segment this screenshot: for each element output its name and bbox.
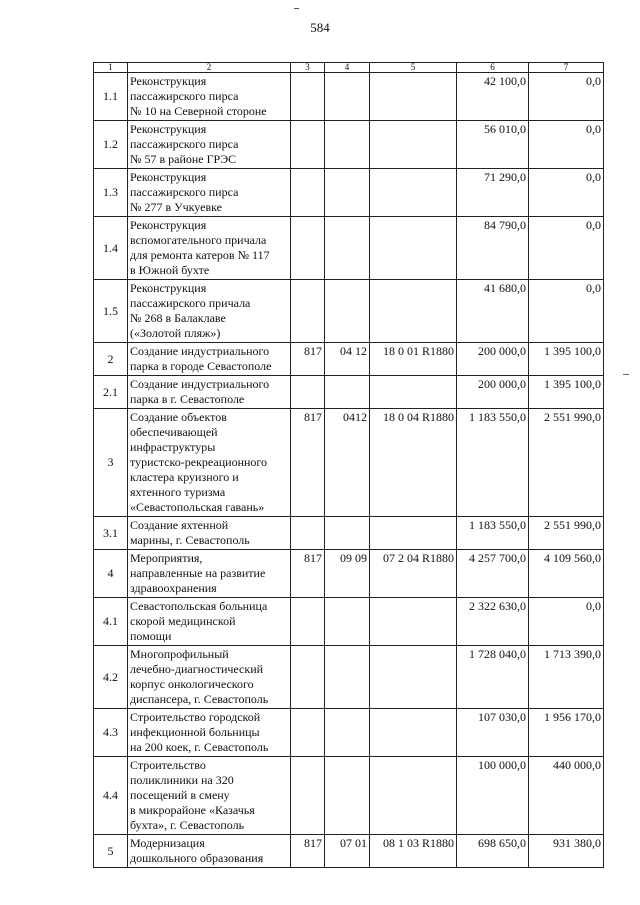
amount-cell: 1 183 550,0 <box>457 517 529 550</box>
item-name-cell: Мероприятия, направленные на развитие здравоохранения <box>128 550 291 598</box>
target-code-cell <box>370 517 457 550</box>
amount-cell: 0,0 <box>529 280 604 343</box>
code-cell <box>291 169 325 217</box>
table-row <box>94 73 604 121</box>
table-row <box>94 646 604 709</box>
target-code-cell <box>370 376 457 409</box>
table-row <box>94 517 604 550</box>
table-row <box>94 217 604 280</box>
table-row <box>94 280 604 343</box>
section-cell: 09 09 <box>325 550 370 598</box>
code-cell: 817 <box>291 550 325 598</box>
row-number-cell: 1.2 <box>94 121 128 169</box>
column-number: 2 <box>128 63 291 73</box>
margin-mark <box>623 374 629 375</box>
target-code-cell: 08 1 03 R1880 <box>370 835 457 868</box>
amount-cell: 1 956 170,0 <box>529 709 604 757</box>
amount-cell: 1 395 100,0 <box>529 376 604 409</box>
row-number-cell: 3.1 <box>94 517 128 550</box>
amount-cell: 1 713 390,0 <box>529 646 604 709</box>
table-row <box>94 835 604 868</box>
target-code-cell <box>370 217 457 280</box>
code-cell <box>291 217 325 280</box>
item-name-cell: Создание индустриального парка в г. Севастополе <box>128 376 291 409</box>
table-row <box>94 757 604 835</box>
amount-cell: 2 322 630,0 <box>457 598 529 646</box>
amount-cell: 42 100,0 <box>457 73 529 121</box>
item-name-cell: Реконструкция пассажирского пирса № 57 в районе ГРЭС <box>128 121 291 169</box>
row-number-cell: 1.4 <box>94 217 128 280</box>
section-cell <box>325 646 370 709</box>
target-code-cell <box>370 121 457 169</box>
amount-cell: 2 551 990,0 <box>529 409 604 517</box>
target-code-cell <box>370 73 457 121</box>
section-cell <box>325 121 370 169</box>
amount-cell: 1 183 550,0 <box>457 409 529 517</box>
section-cell <box>325 709 370 757</box>
item-name-cell: Севастопольская больница скорой медицинской помощи <box>128 598 291 646</box>
amount-cell: 0,0 <box>529 598 604 646</box>
code-cell: 817 <box>291 343 325 376</box>
section-cell <box>325 757 370 835</box>
column-number-row <box>94 63 604 73</box>
item-name-cell: Строительство городской инфекционной больницы на 200 коек, г. Севастополь <box>128 709 291 757</box>
column-number: 1 <box>94 63 128 73</box>
code-cell <box>291 73 325 121</box>
column-number: 5 <box>370 63 457 73</box>
code-cell <box>291 598 325 646</box>
section-cell <box>325 73 370 121</box>
code-cell <box>291 757 325 835</box>
amount-cell: 1 728 040,0 <box>457 646 529 709</box>
item-name-cell: Строительство поликлиники на 320 посещений в смену в микрорайоне «Казачья бухта», г. Севастополь <box>128 757 291 835</box>
row-number-cell: 3 <box>94 409 128 517</box>
target-code-cell: 18 0 04 R1880 <box>370 409 457 517</box>
item-name-cell: Модернизация дошкольного образования <box>128 835 291 868</box>
scan-mark <box>294 8 299 9</box>
target-code-cell <box>370 598 457 646</box>
table-row <box>94 550 604 598</box>
target-code-cell: 18 0 01 R1880 <box>370 343 457 376</box>
code-cell <box>291 517 325 550</box>
table-row <box>94 598 604 646</box>
amount-cell: 698 650,0 <box>457 835 529 868</box>
code-cell <box>291 709 325 757</box>
row-number-cell: 4.3 <box>94 709 128 757</box>
table-row <box>94 343 604 376</box>
code-cell: 817 <box>291 409 325 517</box>
amount-cell: 100 000,0 <box>457 757 529 835</box>
item-name-cell: Реконструкция пассажирского пирса № 277 в Учкуевке <box>128 169 291 217</box>
row-number-cell: 1.1 <box>94 73 128 121</box>
section-cell: 04 12 <box>325 343 370 376</box>
table-row <box>94 169 604 217</box>
amount-cell: 0,0 <box>529 121 604 169</box>
row-number-cell: 1.3 <box>94 169 128 217</box>
row-number-cell: 1.5 <box>94 280 128 343</box>
code-cell: 817 <box>291 835 325 868</box>
section-cell <box>325 376 370 409</box>
page-number: 584 <box>310 20 330 35</box>
row-number-cell: 5 <box>94 835 128 868</box>
section-cell <box>325 280 370 343</box>
section-cell: 07 01 <box>325 835 370 868</box>
row-number-cell: 4.1 <box>94 598 128 646</box>
row-number-cell: 2 <box>94 343 128 376</box>
column-number: 6 <box>457 63 529 73</box>
table-row <box>94 409 604 517</box>
amount-cell: 200 000,0 <box>457 376 529 409</box>
amount-cell: 4 109 560,0 <box>529 550 604 598</box>
column-number: 7 <box>529 63 604 73</box>
target-code-cell <box>370 709 457 757</box>
target-code-cell <box>370 169 457 217</box>
section-cell <box>325 169 370 217</box>
item-name-cell: Реконструкция вспомогательного причала для ремонта катеров № 117 в Южной бухте <box>128 217 291 280</box>
code-cell <box>291 280 325 343</box>
amount-cell: 0,0 <box>529 217 604 280</box>
target-code-cell: 07 2 04 R1880 <box>370 550 457 598</box>
amount-cell: 1 395 100,0 <box>529 343 604 376</box>
section-cell <box>325 598 370 646</box>
amount-cell: 56 010,0 <box>457 121 529 169</box>
amount-cell: 931 380,0 <box>529 835 604 868</box>
table-row <box>94 121 604 169</box>
column-number: 3 <box>291 63 325 73</box>
column-number: 4 <box>325 63 370 73</box>
amount-cell: 2 551 990,0 <box>529 517 604 550</box>
code-cell <box>291 121 325 169</box>
table-row <box>94 709 604 757</box>
code-cell <box>291 376 325 409</box>
item-name-cell: Реконструкция пассажирского причала № 268 в Балаклаве («Золотой пляж») <box>128 280 291 343</box>
amount-cell: 440 000,0 <box>529 757 604 835</box>
item-name-cell: Создание индустриального парка в городе Севастополе <box>128 343 291 376</box>
amount-cell: 0,0 <box>529 73 604 121</box>
amount-cell: 200 000,0 <box>457 343 529 376</box>
row-number-cell: 2.1 <box>94 376 128 409</box>
target-code-cell <box>370 280 457 343</box>
row-number-cell: 4.4 <box>94 757 128 835</box>
item-name-cell: Реконструкция пассажирского пирса № 10 на Северной стороне <box>128 73 291 121</box>
amount-cell: 84 790,0 <box>457 217 529 280</box>
item-name-cell: Многопрофильный лечебно-диагностический корпус онкологического диспансера, г. Севастополь <box>128 646 291 709</box>
item-name-cell: Создание яхтенной марины, г. Севастополь <box>128 517 291 550</box>
amount-cell: 71 290,0 <box>457 169 529 217</box>
amount-cell: 0,0 <box>529 169 604 217</box>
table-row <box>94 376 604 409</box>
row-number-cell: 4 <box>94 550 128 598</box>
amount-cell: 4 257 700,0 <box>457 550 529 598</box>
item-name-cell: Создание объектов обеспечивающей инфраструктуры туристско-рекреационного кластера круизного и яхтенного туризма «Севастопольская гавань» <box>128 409 291 517</box>
target-code-cell <box>370 646 457 709</box>
section-cell: 0412 <box>325 409 370 517</box>
code-cell <box>291 646 325 709</box>
amount-cell: 107 030,0 <box>457 709 529 757</box>
amount-cell: 41 680,0 <box>457 280 529 343</box>
section-cell <box>325 517 370 550</box>
row-number-cell: 4.2 <box>94 646 128 709</box>
target-code-cell <box>370 757 457 835</box>
budget-table <box>93 62 604 868</box>
section-cell <box>325 217 370 280</box>
